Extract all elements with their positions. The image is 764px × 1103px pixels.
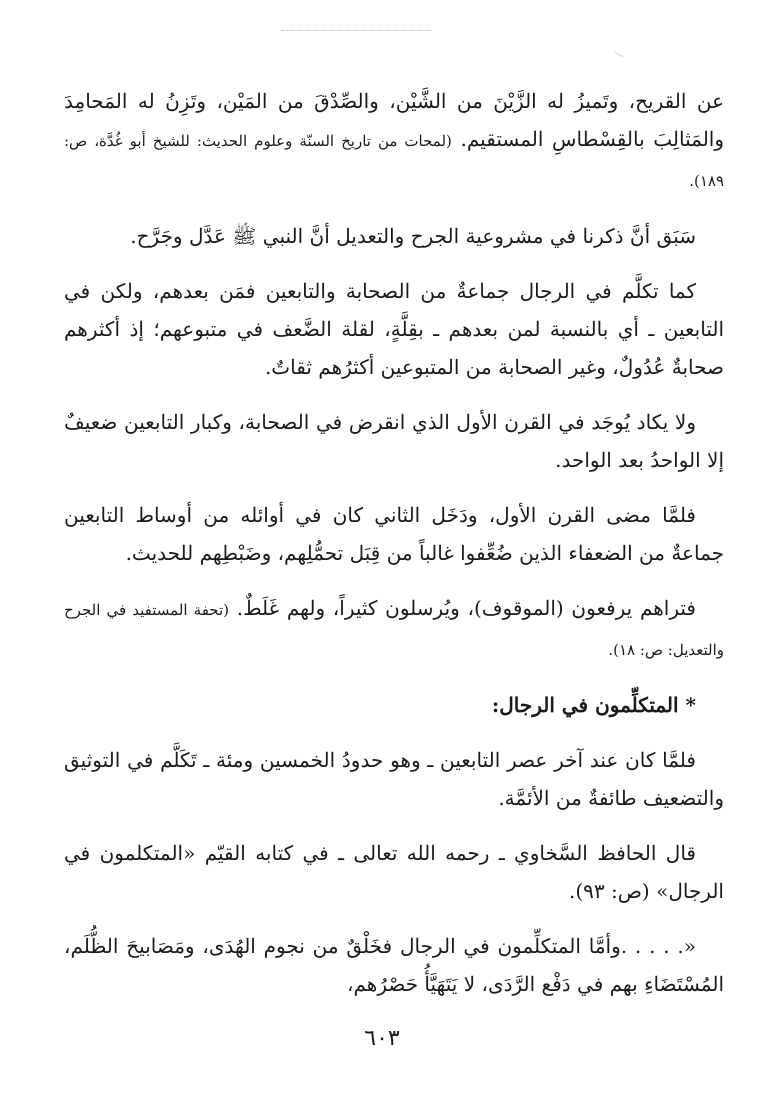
paragraph-3: كما تكلَّم في الرجال جماعةٌ من الصحابة والتابعين فمَن بعدهم، ولكن في التابعين ـ أي بالنسبة لمن بعدهم ـ بقِلَّةٍ، لقلة الضَّعف في متبوعهم؛ إذ أكثرهم صحابةٌ عُدُولٌ، وغير الصحابة من المتبوعين أكثرُهم ثقاتٌ. <box>64 279 724 379</box>
paragraph-1-source-note: (لمحات من تاريخ السنّة وعلوم الحديث: للشيخ أبو غُدَّة، ص: ١٨٩). <box>64 132 724 190</box>
top-rule-decoration <box>282 30 432 31</box>
paragraph-1-text: عن القريح، وتَميزُ له الزَّيْنَ من الشَّيْن، والصِّدْقَ من المَيْن، وتَزِنُ له المَحامِدَ والمَثالِبَ بالقِسْطاسِ المستقيم. <box>64 89 725 151</box>
paragraph-2: سَبَق أنَّ ذكرنا في مشروعية الجرح والتعديل أنَّ النبي ﷺ عَدَّل وجَرَّح. <box>130 224 696 248</box>
section-heading: * المتكلِّمون في الرجال: <box>491 693 696 717</box>
paragraph-4: ولا يكاد يُوجَد في القرن الأول الذي انقرض في الصحابة، وكبار التابعين ضعيفٌ إلا الواحدُ بعد الواحد. <box>64 410 724 472</box>
paragraph-8: قال الحافظ السَّخاوي ـ رحمه الله تعالى ـ في كتابه القيّم «المتكلمون في الرجال» (ص: ٩٣). <box>64 841 724 903</box>
page-number: ٦٠٣ <box>364 1026 400 1051</box>
page-body <box>64 82 724 1020</box>
paragraph-1 <box>64 82 724 200</box>
paragraph-9: «. . . . .وأمَّا المتكلِّمون في الرجال فخَلْقٌ من نجوم الهُدَى، ومَصَابيحَ الظُّلَم، المُسْتَضَاءِ بهم في دَفْع الرَّدَى، لا يَتَهَيَّأُ حَصْرُهم، <box>64 934 724 996</box>
paragraph-5: فلمَّا مضى القرن الأول، ودَخَل الثاني كان في أوائله من أوساط التابعين جماعةٌ من الضعفاء الذين ضُعِّفوا غالباً من قِبَل تحمُّلِهم، وضَبْطِهم للحديث. <box>64 503 724 565</box>
paragraph-7: فلمَّا كان عند آخر عصر التابعين ـ وهو حدودُ الخمسين ومئة ـ تَكَلَّم في التوثيق والتضعيف طائفةٌ من الأئمَّة. <box>64 748 724 810</box>
corner-mark-decoration <box>614 52 623 58</box>
paragraph-6-source-note: (تحفة المستفيد في الجرح والتعديل: ص: ١٨). <box>64 601 724 659</box>
paragraph-6-text: فتراهم يرفعون (الموقوف)، ويُرسلون كثيراً، ولهم غَلَطٌ. <box>236 596 696 620</box>
paragraph-6 <box>64 589 724 669</box>
